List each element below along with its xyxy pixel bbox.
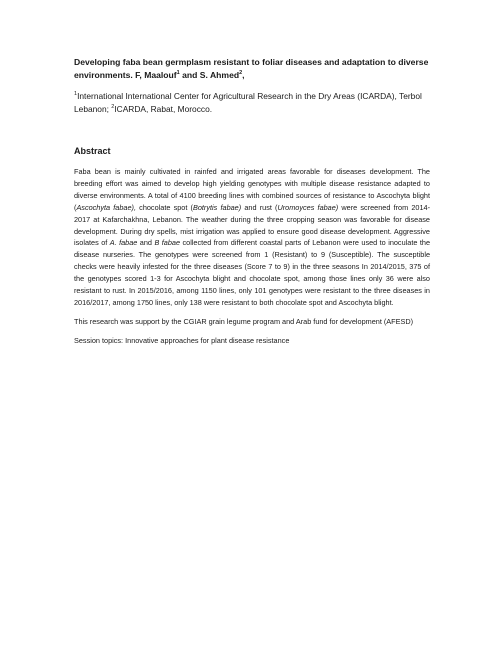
title-author2: and S. Ahmed — [179, 70, 240, 80]
paper-page — [74, 56, 430, 347]
abstract-text-5: and — [137, 238, 155, 248]
abstract-italic-b-fabae: B fabae — [154, 238, 181, 248]
abstract-italic-botrytis: Botrytis fabae) — [192, 202, 242, 212]
affiliations — [74, 90, 430, 116]
abstract-text-2: chocolate spot ( — [136, 202, 193, 212]
title-suffix: , — [242, 70, 245, 80]
abstract-italic-a-fabae: A. fabae — [109, 238, 138, 248]
abstract-text-6: collected from different coastal parts of Lebanon were used to inoculate the disease nurseries. The genotypes were screened from 1 (Resistant) to 9 (Susceptible). The susceptible checks were heavily infested for the three diseases (Score 7 to 9) in the three seasons In 2014/2015, 375 of the genotypes scored 1-3 for Ascochyta blight and chocolate spot, among those lines only 36 were also resistant to rust. In 2015/2016, among 1150 lines, only 101 genotypes were resistant to the three diseases in 2016/2017, among 1750 lines, only 138 were resistant to both chocolate spot and Ascochyta blight. — [74, 238, 431, 307]
abstract-text-4: were screened from 2014-2017 at Kafarchakhna, Lebanon. The weather during the three cropping season was favorable for disease development. During dry spells, mist irrigation was applied to ensure good disease development. Aggressive isolates of — [74, 202, 431, 248]
session-topics: Session topics: Innovative approaches for plant disease resistance — [74, 335, 290, 345]
title-line-2: environments. F, Maalouf — [74, 70, 177, 80]
abstract-text-1: Faba bean is mainly cultivated in rainfed and irrigated areas favorable for diseases development. The breeding effort was aimed to develop high yielding genotypes with multiple disease resistance adapted to diverse environments. A total of 4100 breeding lines with combined sources of resistance to Ascochyta blight ( — [74, 167, 430, 212]
author1-superscript: 1 — [176, 70, 180, 77]
funding-statement: This research was support by the CGIAR grain legume program and Arab fund for development (AFESD) — [74, 316, 414, 326]
affiliation2-superscript: 2 — [111, 104, 115, 111]
affiliation-2: ICARDA, Rabat, Morocco. — [114, 104, 213, 114]
author2-superscript: 2 — [239, 70, 243, 77]
affiliation1-superscript: 1 — [74, 91, 78, 98]
title-line-1: Developing faba bean germplasm resistant to foliar diseases and adaptation to diverse — [74, 57, 429, 67]
abstract-italic-uromoyces: Uromoyces fabae) — [277, 202, 339, 212]
affiliation-1: International International Center for Agricultural Research in the Dry Areas (ICARDA), Terbol Lebanon; — [74, 91, 422, 114]
abstract-body — [74, 166, 430, 309]
abstract-italic-ascochyta: Ascochyta fabae), — [76, 202, 136, 212]
abstract-heading: Abstract — [74, 146, 111, 156]
abstract-text-3: and rust ( — [241, 202, 278, 212]
paper-title — [74, 56, 430, 82]
